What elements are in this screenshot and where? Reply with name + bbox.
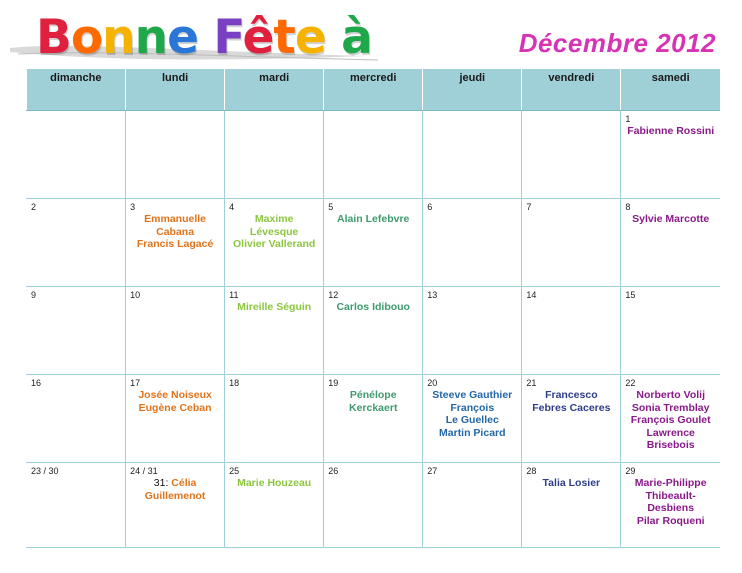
day-number: 25 [229,466,240,476]
celebrant-name: Desbiens [647,502,695,514]
celebrant-name: Alain Lefebvre [337,213,410,225]
celebrant-names [621,212,720,226]
day-number: 8 [625,202,631,212]
celebrant-name: Sonia Tremblay [631,401,710,414]
celebrant-name: Kerckaert [348,401,398,414]
title-letter: F [213,10,243,65]
celebrant-name: Martin Picard [439,426,506,439]
weekday-header: mercredi [324,69,423,111]
celebrant-names [324,212,422,226]
celebrant-names [225,300,323,314]
celebrant-name: Fabienne Rossini [627,125,715,137]
day-cell [225,375,324,463]
celebrant-names [225,212,323,251]
celebrant-name: Guillemenot [144,489,206,502]
day-number: 9 [31,290,37,300]
day-number: 12 [328,290,339,300]
day-number [27,111,125,114]
title-letter: e [294,10,326,65]
day-number: 10 [130,290,141,300]
calendar-grid [26,69,720,548]
weekday-header: jeudi [423,69,522,111]
day-cell [621,287,720,375]
day-number: 26 [328,466,339,476]
day-cell [324,287,423,375]
day-cell [27,375,126,463]
day-number: 14 [526,290,537,300]
celebrant-name [128,477,222,490]
celebrant-names [522,476,620,490]
celebrant-names [324,388,422,414]
day-number: 15 [625,290,636,300]
day-cell [126,199,225,287]
celebrant-name: Eugène Ceban [138,401,212,414]
celebrant-name: Steeve Gauthier [432,389,513,401]
day-cell [522,199,621,287]
day-number: 24 / 31 [130,466,158,476]
day-cell [225,463,324,548]
day-number: 4 [229,202,235,212]
day-number: 6 [427,202,433,212]
day-number [522,111,620,114]
page-title [36,10,372,66]
day-number: 5 [328,202,334,212]
celebrant-name: Pénélope [349,389,397,401]
title-letter: o [70,10,103,65]
title-letter: à [341,10,372,65]
celebrant-name: Febres Caceres [532,401,611,414]
celebrant-name: Lawrence [646,426,695,439]
week-row [27,199,721,287]
day-number: 2 [31,202,37,212]
day-cell [324,375,423,463]
day-cell [225,199,324,287]
celebrant-name: Le Guellec [445,414,499,426]
celebrant-name: Francesco [545,389,598,401]
celebrant-name-text: Célia [171,477,197,489]
day-cell [522,375,621,463]
celebrant-name: Lévesque [249,225,299,238]
day-number: 27 [427,466,438,476]
title-letter [198,10,213,65]
celebrant-name: Talia Losier [542,477,601,489]
celebrant-name: Maxime [254,213,294,225]
day-number: 16 [31,378,42,388]
day-cell [621,199,720,287]
weekday-header: vendredi [522,69,621,111]
day-number: 7 [526,202,532,212]
day-number [225,111,323,114]
title-letter: n [134,10,168,65]
celebrant-names [621,388,720,452]
title-banner [8,4,388,70]
calendar-body [27,111,721,548]
day-cell [126,463,225,548]
celebrant-name: Olivier Vallerand [233,238,316,250]
day-cell [27,287,126,375]
day-cell [621,111,720,199]
day-cell [27,199,126,287]
weekday-header: dimanche [27,69,126,111]
celebrant-names [522,388,620,414]
day-number: 28 [526,466,537,476]
celebrant-names [126,388,224,414]
day-cell [324,199,423,287]
celebrant-name: Emmanuelle [144,213,207,225]
title-letter: ê [242,10,274,65]
title-letter [326,10,341,65]
day-cell [423,463,522,548]
day-number [423,111,521,114]
title-letter: e [167,10,198,65]
celebrant-name: Marie Houzeau [237,477,312,489]
title-letter: t [273,10,295,65]
day-number: 29 [625,466,636,476]
day-cell [423,375,522,463]
day-cell [423,287,522,375]
day-number: 21 [526,378,537,388]
celebrant-name: Thibeault- [645,489,696,502]
day-cell [126,287,225,375]
week-row [27,375,721,463]
month-title: Décembre 2012 [518,28,716,58]
day-number: 22 [625,378,636,388]
week-row [27,287,721,375]
day-cell [126,375,225,463]
day-cell [522,111,621,199]
day-number: 19 [328,378,339,388]
day-number: 13 [427,290,438,300]
day-number: 23 / 30 [31,466,59,476]
day-cell [522,287,621,375]
day-cell [126,111,225,199]
celebrant-name: Marie-Philippe [634,477,707,489]
weekday-header: mardi [225,69,324,111]
celebrant-names [324,300,422,314]
day-number: 1 [625,114,631,124]
day-number: 3 [130,202,136,212]
celebrant-names [126,212,224,251]
celebrant-names [621,476,720,527]
day-cell [423,111,522,199]
title-letter: B [36,10,71,65]
weekday-header: samedi [621,69,720,111]
title-letter: n [102,10,135,65]
celebrant-name: Josée Noiseux [138,389,212,401]
celebrant-name: Mireille Séguin [237,301,312,313]
day-number [126,111,224,114]
day-cell [423,199,522,287]
celebrant-name: Sylvie Marcotte [632,213,710,225]
celebrant-name: Francis Lagacé [136,238,214,250]
day-cell [522,463,621,548]
day-cell [27,111,126,199]
day-cell [225,111,324,199]
day-number: 20 [427,378,438,388]
day-number: 11 [229,290,239,300]
date-prefix: 31: [153,477,172,489]
celebrant-name: Brisebois [646,439,695,451]
weekday-header: lundi [126,69,225,111]
celebrant-name: François [450,401,495,414]
day-cell [621,375,720,463]
day-cell [324,463,423,548]
weekday-header-row [27,69,721,111]
day-number: 17 [130,378,141,388]
celebrant-names [423,388,521,439]
week-row [27,463,721,548]
celebrant-name: Norberto Volij [636,389,705,401]
day-cell [27,463,126,548]
day-cell [225,287,324,375]
celebrant-name: Pilar Roqueni [636,514,705,527]
week-row [27,111,721,199]
day-cell [621,463,720,548]
celebrant-name: François Goulet [630,414,711,426]
celebrant-names [621,124,720,138]
celebrant-names [126,476,224,502]
day-number [324,111,422,114]
celebrant-name: Carlos Idibouo [336,301,410,313]
day-number: 18 [229,378,240,388]
celebrant-name: Cabana [156,225,195,238]
celebrant-names [225,476,323,490]
day-cell [324,111,423,199]
